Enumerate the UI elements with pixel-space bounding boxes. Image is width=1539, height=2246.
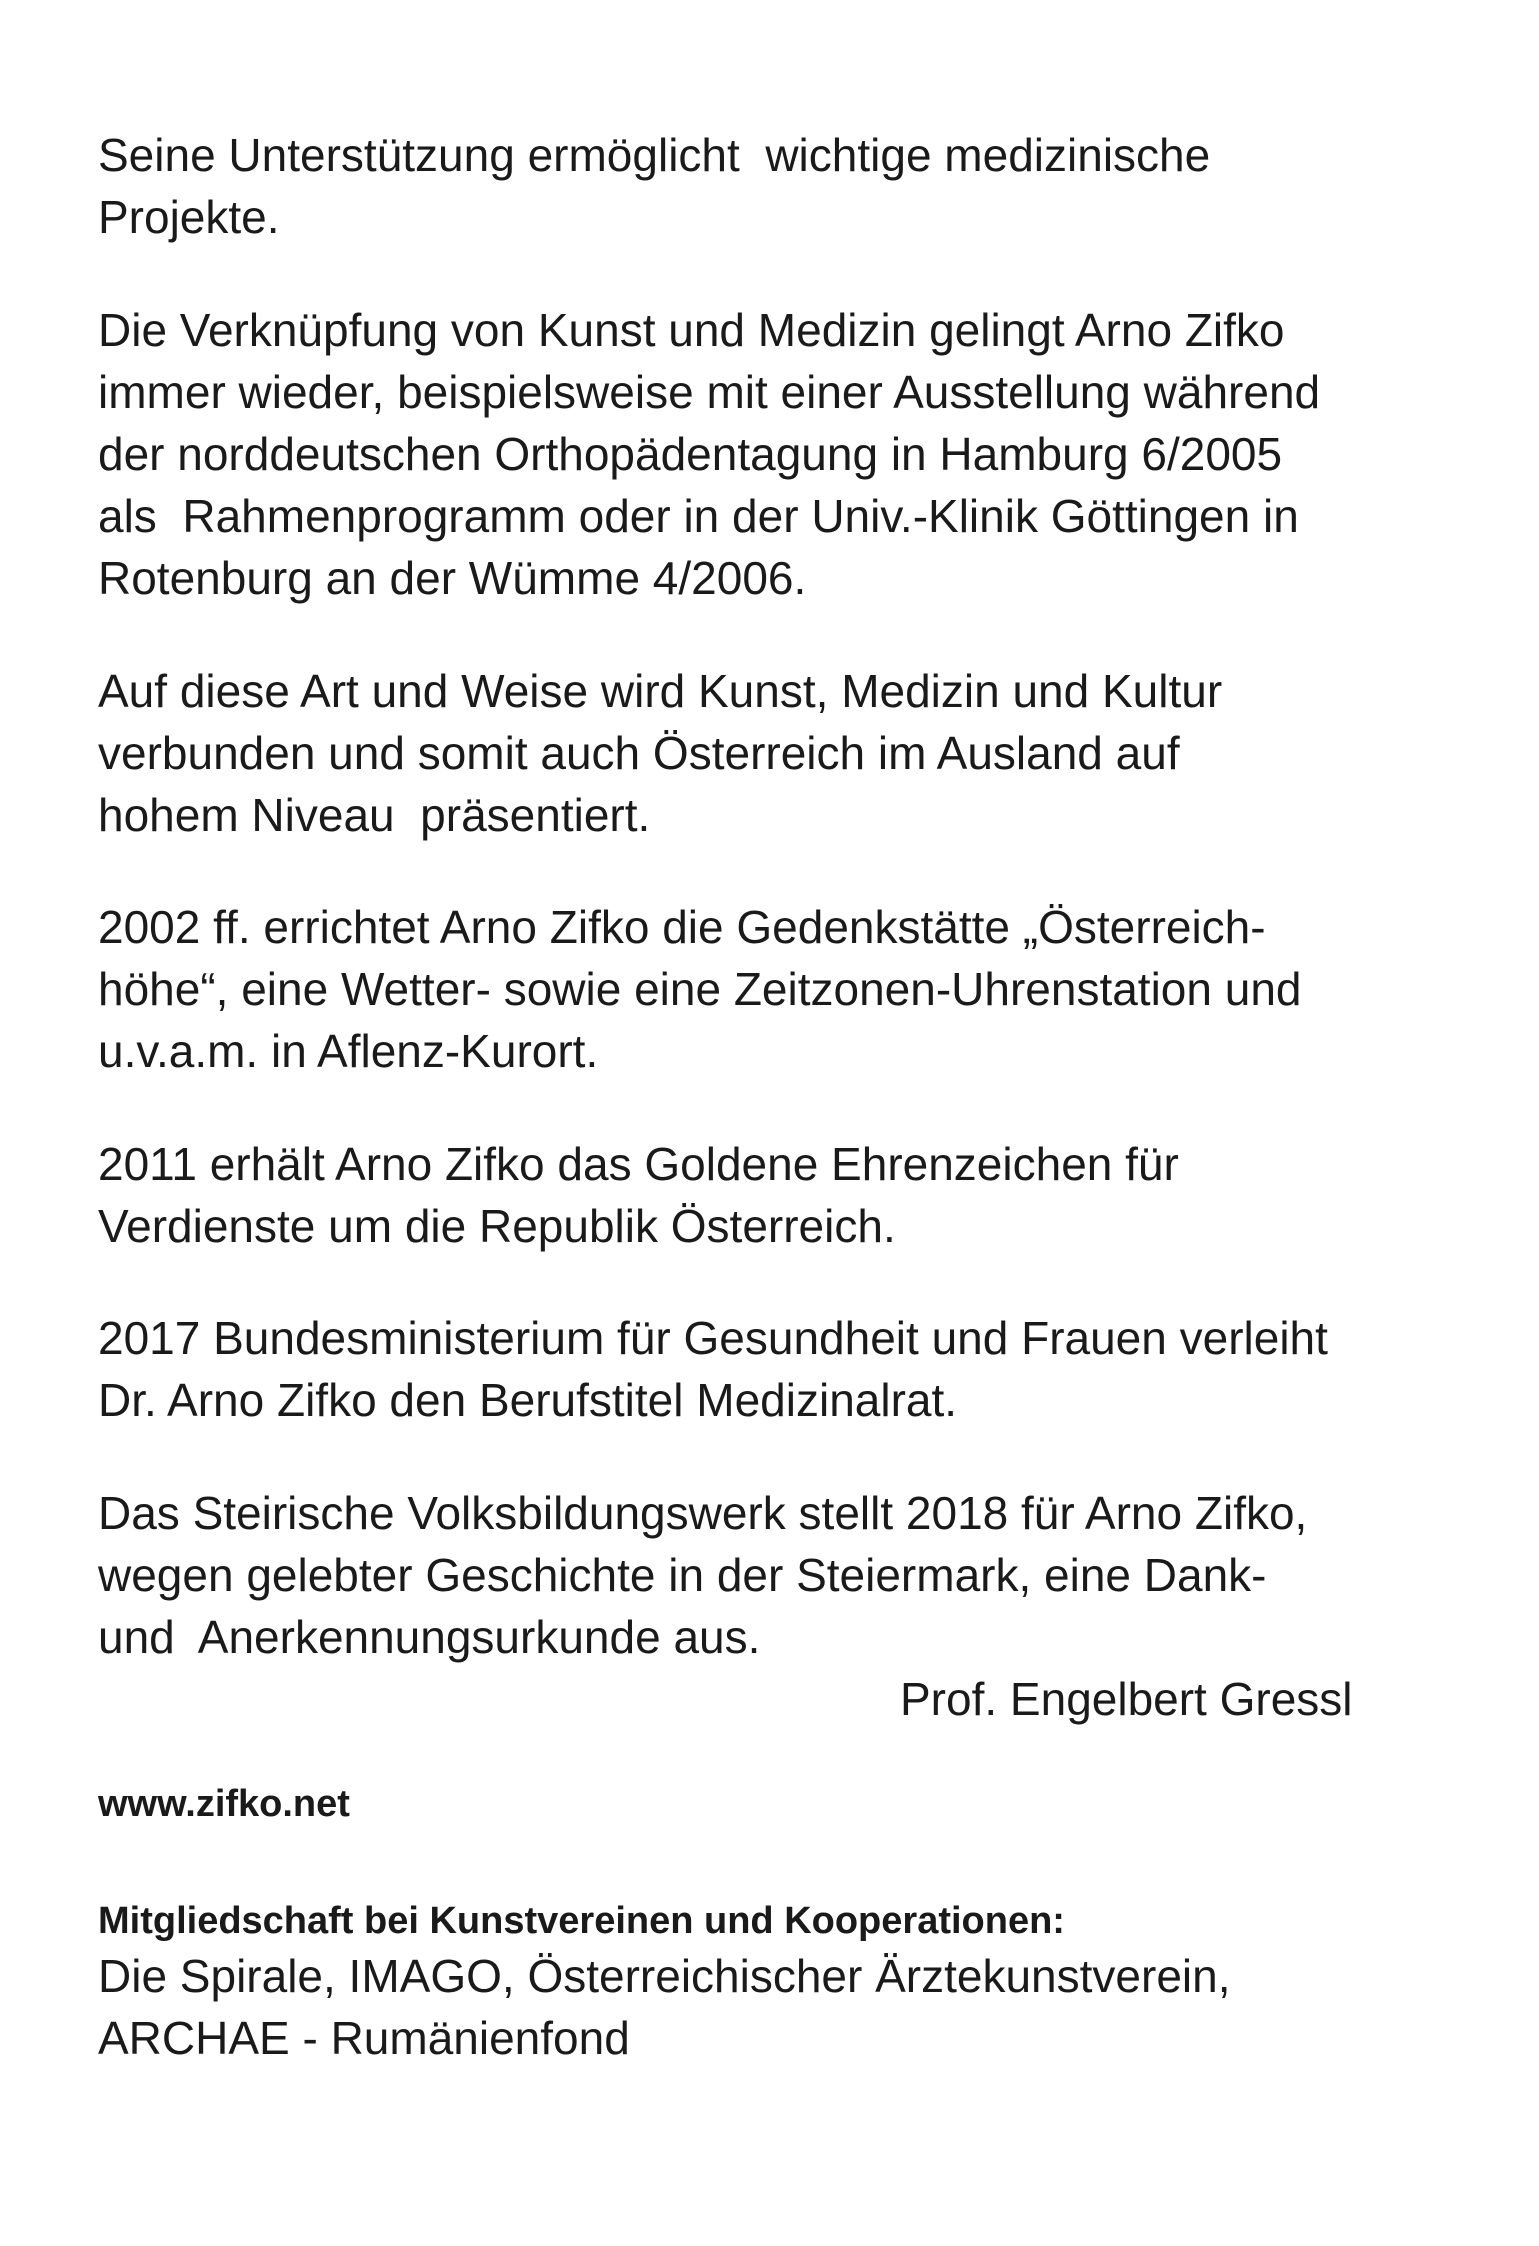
paragraph-6-line-2: Dr. Arno Zifko den Berufstitel Medizinalrat.: [98, 1374, 958, 1426]
paragraph-7-line-1: Das Steirische Volksbildungswerk stellt 2018 für Arno Zifko,: [98, 1487, 1308, 1539]
website-link[interactable]: www.zifko.net: [98, 1783, 350, 1825]
membership-line-2: ARCHAE - Rumänienfond: [98, 2012, 630, 2064]
paragraph-1-line-1: Seine Unterstützung ermöglicht wichtige medizinische: [98, 129, 1211, 181]
paragraph-4-line-1: 2002 ff. errichtet Arno Zifko die Gedenkstätte „Österreich-: [98, 901, 1266, 953]
paragraph-5-line-2: Verdienste um die Republik Österreich.: [98, 1200, 896, 1252]
paragraph-1-line-2: Projekte.: [98, 191, 280, 243]
paragraph-3-line-1: Auf diese Art und Weise wird Kunst, Medizin und Kultur: [98, 665, 1223, 717]
paragraph-4-line-2: höhe“, eine Wetter- sowie eine Zeitzonen-Uhrenstation und: [98, 963, 1302, 1015]
paragraph-2-line-1: Die Verknüpfung von Kunst und Medizin gelingt Arno Zifko: [98, 304, 1285, 356]
paragraph-7-line-3: und Anerkennungsurkunde aus.: [98, 1611, 761, 1663]
paragraph-5-line-1: 2011 erhält Arno Zifko das Goldene Ehrenzeichen für: [98, 1138, 1179, 1190]
paragraph-2-line-3: der norddeutschen Orthopädentagung in Hamburg 6/2005: [98, 428, 1283, 480]
paragraph-2-line-4: als Rahmenprogramm oder in der Univ.-Klinik Göttingen in: [98, 490, 1299, 542]
membership-line-1: Die Spirale, IMAGO, Österreichischer Ärztekunstverein,: [98, 1950, 1231, 2002]
paragraph-3-line-2: verbunden und somit auch Österreich im Ausland auf: [98, 727, 1180, 779]
paragraph-3-line-3: hohem Niveau präsentiert.: [98, 789, 651, 841]
signature: Prof. Engelbert Gressl: [900, 1673, 1353, 1725]
paragraph-2-line-2: immer wieder, beispielsweise mit einer Ausstellung während: [98, 366, 1321, 418]
paragraph-2-line-5: Rotenburg an der Wümme 4/2006.: [98, 552, 807, 604]
paragraph-4-line-3: u.v.a.m. in Aflenz-Kurort.: [98, 1025, 599, 1077]
paragraph-6-line-1: 2017 Bundesministerium für Gesundheit und Frauen verleiht: [98, 1312, 1328, 1364]
paragraph-7-line-2: wegen gelebter Geschichte in der Steiermark, eine Dank-: [98, 1549, 1267, 1601]
membership-heading: Mitgliedschaft bei Kunstvereinen und Kooperationen:: [98, 1900, 1065, 1942]
